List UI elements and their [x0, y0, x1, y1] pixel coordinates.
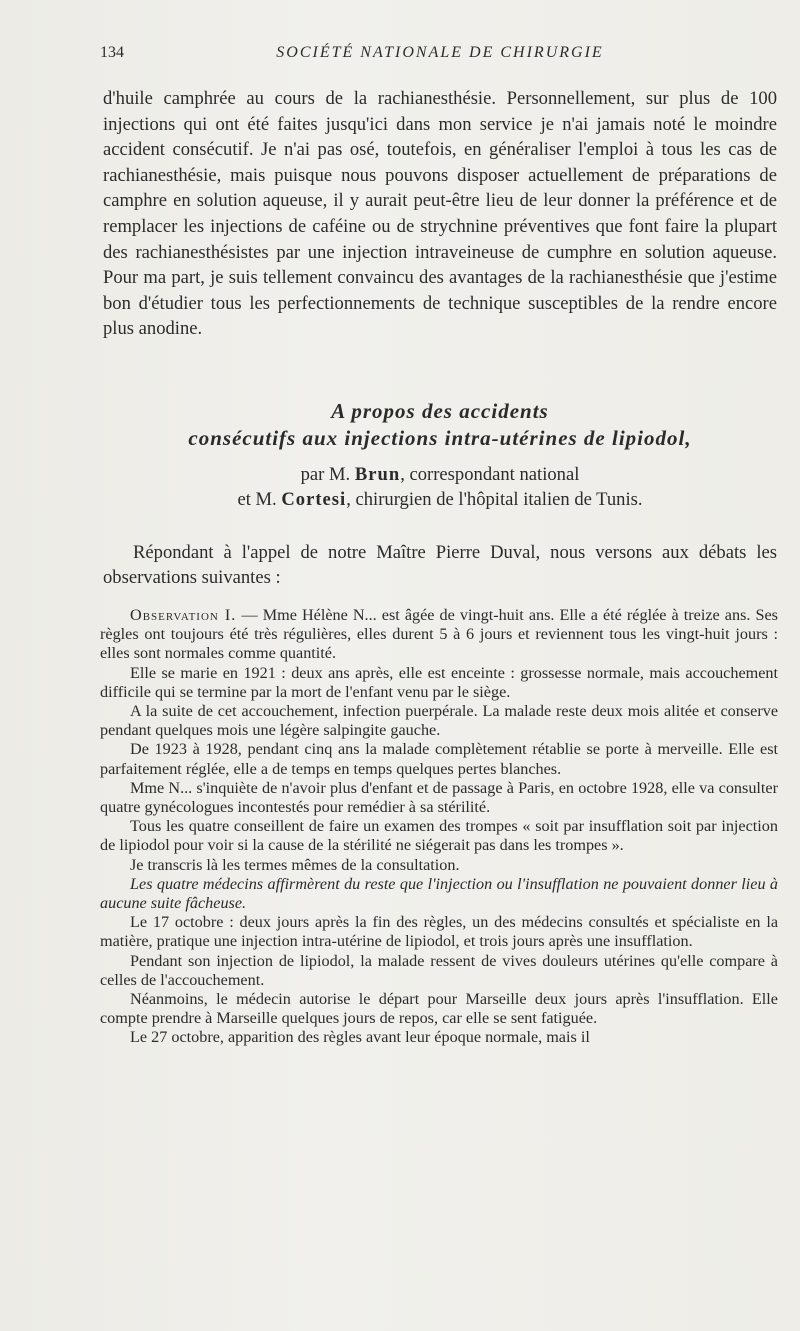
- observation-paragraph: Pendant son injection de lipiodol, la malade ressent de vives douleurs utérines qu'elle compare à celles de l'accouchement.: [100, 951, 778, 989]
- continuation-text: d'huile camphrée au cours de la rachianesthésie. Personnellement, sur plus de 100 injections qui ont été faites jusqu'ici dans mon service je n'ai jamais noté le moindre accident consécutif. Je n'ai pas osé, toutefois, en généraliser l'emploi à tous les cas de rachianesthésie, mais puisque nous pouvons disposer actuellement de préparations de camphre en solution aqueuse, il y aurait peut-être lieu de leur donner la préférence et de remplacer les injections de caféine ou de strychnine préventives que font faire la plupart des rachianesthésistes par une injection intraveineuse de cumphre en solution aqueuse. Pour ma part, je suis tellement convaincu des avantages de la rachianesthésie que j'estime bon d'étudier tous les perfectionnements de technique susceptibles de la rendre encore plus anodine.: [103, 88, 777, 340]
- article-intro: [103, 540, 777, 590]
- observation-paragraph: Mme N... s'inquiète de n'avoir plus d'enfant et de passage à Paris, en octobre 1928, elle va consulter quatre gynécologues incontestés pour remédier à sa stérilité.: [100, 778, 778, 817]
- author1-name: Brun: [354, 464, 401, 485]
- author1-role: , correspondant national: [400, 464, 580, 485]
- observation-paragraph-italic: Les quatre médecins affirmèrent du reste que l'injection ou l'insufflation ne pouvaient donner lieu à aucune suite fâcheuse.: [100, 874, 778, 913]
- article-title-line-2: consécutifs aux injections intra-utérines de lipiodol,: [188, 426, 692, 450]
- observation-paragraph: Le 27 octobre, apparition des règles avant leur époque normale, mais il: [130, 1028, 590, 1047]
- page-number: 134: [100, 44, 124, 61]
- intro-paragraph: Répondant à l'appel de notre Maître Pierre Duval, nous versons aux débats les observations suivantes :: [103, 542, 777, 588]
- observation-section: [100, 606, 778, 1048]
- observation-paragraph: Tous les quatre conseillent de faire un examen des trompes « soit par insufflation soit par injection de lipiodol pour voir si la cause de la stérilité ne siégerait pas dans les trompes ».: [100, 817, 778, 855]
- article-authors: [100, 462, 780, 512]
- page-header: [100, 44, 780, 68]
- observation-paragraph: Néanmoins, le médecin autorise le départ pour Marseille deux jours après l'insufflation. Elle compte prendre à Marseille quelques jours de repos, car elle se sent fatiguée.: [100, 990, 778, 1028]
- observation-paragraph: De 1923 à 1928, pendant cinq ans la malade complètement rétablie se porte à merveille. Elle est parfaitement réglée, elle a de temps en temps quelques pertes blanches.: [100, 740, 778, 778]
- observation-label: Observation I.: [130, 606, 237, 624]
- author-line-1: [100, 462, 780, 487]
- author2-prefix: et M.: [237, 489, 277, 510]
- author-line-2: [100, 487, 780, 512]
- author2-role: , chirurgien de l'hôpital italien de Tunis.: [346, 489, 643, 510]
- author1-prefix: par M.: [300, 464, 351, 485]
- observation-paragraph: Je transcris là les termes mêmes de la consultation.: [130, 855, 460, 874]
- observation-paragraph: Elle se marie en 1921 : deux ans après, elle est enceinte : grossesse normale, mais accouchement difficile qui se termine par la mort de l'enfant venu par le siège.: [100, 663, 778, 701]
- article-title: [100, 398, 780, 452]
- article-title-line-1: A propos des accidents: [331, 399, 549, 423]
- author2-name: Cortesi: [281, 489, 347, 510]
- observation-paragraph: [100, 606, 778, 664]
- running-title: SOCIÉTÉ NATIONALE DE CHIRURGIE: [276, 44, 604, 61]
- observation-paragraph: A la suite de cet accouchement, infection puerpérale. La malade reste deux mois alitée et conserve pendant quelques mois une légère salpingite gauche.: [100, 702, 778, 740]
- continuation-paragraph: [103, 86, 777, 342]
- observation-text: — Mme Hélène N... est âgée de vingt-huit ans. Elle a été réglée à treize ans. Ses règles ont toujours été très régulières, elles durent 5 à 6 jours et reviennent tous les vingt-huit jours : elles sont normales comme quantité.: [100, 606, 778, 663]
- observation-paragraph: Le 17 octobre : deux jours après la fin des règles, un des médecins consultés et spécialiste en la matière, pratique une injection intra-utérine de lipiodol, et trois jours après une insufflation.: [100, 913, 778, 951]
